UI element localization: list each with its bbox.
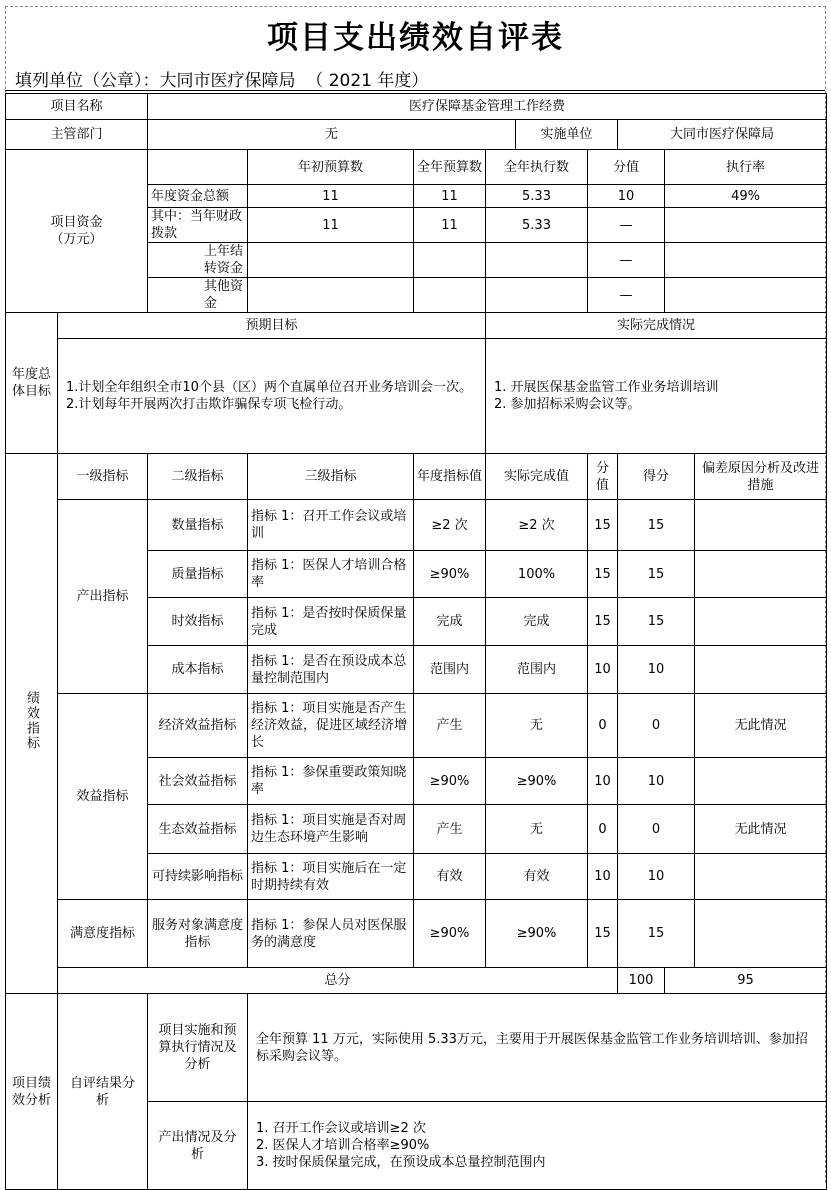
perf-l3: 指标 1：医保人才培训合格率 [248, 551, 414, 598]
perf-score: 0 [618, 805, 695, 854]
perf-row [6, 900, 827, 968]
perf-value: 15 [588, 900, 618, 968]
funds-cell: — [588, 243, 665, 278]
perf-row [6, 694, 827, 758]
perf-label [6, 454, 58, 994]
perf-actual: 完成 [486, 598, 588, 646]
funds-cell [414, 278, 486, 313]
evaluation-form-page [5, 0, 826, 1186]
funds-cell: 11 [414, 208, 486, 243]
funds-cell [486, 243, 588, 278]
total-score: 95 [665, 968, 827, 994]
output-analysis-line: 1. 召开工作会议或培训≥2 次 [256, 1121, 426, 1136]
perf-target: ≥90% [414, 551, 486, 598]
perf-value: 0 [588, 694, 618, 758]
funds-cell: — [588, 278, 665, 313]
analysis-sub-label: 自评结果分析 [58, 994, 148, 1190]
expected-goal-line: 2.计划每年开展两次打击欺诈骗保专项飞检行动。 [66, 397, 352, 412]
perf-target: 产生 [414, 805, 486, 854]
funds-cell: 11 [414, 185, 486, 208]
perf-group-name: 满意度指标 [58, 900, 148, 968]
perf-label-text: 绩效指标 [24, 691, 39, 751]
funds-cell: 49% [665, 185, 827, 208]
perf-l3: 指标 1：是否在预设成本总量控制范围内 [248, 646, 414, 694]
perf-l2: 质量指标 [148, 551, 248, 598]
perf-actual: 无 [486, 694, 588, 758]
funds-cell: — [588, 208, 665, 243]
perf-reason [695, 551, 827, 598]
perf-l2: 服务对象满意度指标 [148, 900, 248, 968]
perf-group-name: 产出指标 [58, 500, 148, 694]
funds-header-blank [148, 150, 248, 185]
perf-header: 年度指标值 [414, 454, 486, 500]
project-name-row [6, 94, 827, 120]
funds-cell [486, 278, 588, 313]
funds-header: 全年执行数 [486, 150, 588, 185]
output-analysis-line: 2. 医保人才培训合格率≥90% [256, 1138, 430, 1153]
perf-l2: 可持续影响指标 [148, 854, 248, 900]
perf-header: 一级指标 [58, 454, 148, 500]
funds-header: 分值 [588, 150, 665, 185]
perf-header: 二级指标 [148, 454, 248, 500]
divider [5, 90, 825, 91]
actual-status-header: 实际完成情况 [486, 313, 827, 339]
perf-actual: 无 [486, 805, 588, 854]
funds-label-line2: （万元） [50, 232, 103, 247]
evaluation-table [5, 93, 827, 1190]
expected-goal-line: 1.计划全年组织全市10个县（区）两个直属单位召开业务培训会一次。 [66, 380, 472, 395]
perf-actual: 有效 [486, 854, 588, 900]
perf-l3: 指标 1：项目实施是否对周边生态环境产生影响 [248, 805, 414, 854]
perf-l3: 指标 1：是否按时保质保量完成 [248, 598, 414, 646]
perf-l2: 数量指标 [148, 500, 248, 551]
perf-actual: ≥2 次 [486, 500, 588, 551]
analysis-label: 项目绩效分析 [6, 994, 58, 1190]
funds-header-row [6, 150, 827, 185]
perf-value: 10 [588, 758, 618, 805]
funds-row-label: 其他资金 [148, 278, 248, 313]
project-name-value: 医疗保障基金管理工作经费 [148, 94, 827, 120]
funds-header: 执行率 [665, 150, 827, 185]
actual-status-text [486, 339, 827, 454]
perf-l2: 时效指标 [148, 598, 248, 646]
funds-cell: 10 [588, 185, 665, 208]
perf-value: 15 [588, 500, 618, 551]
perf-header: 分值 [588, 454, 618, 500]
goals-label: 年度总体目标 [6, 313, 58, 454]
dept-value: 无 [148, 120, 516, 150]
perf-l2: 经济效益指标 [148, 694, 248, 758]
funds-cell [414, 243, 486, 278]
perf-header: 三级指标 [248, 454, 414, 500]
perf-reason [695, 758, 827, 805]
dept-row [6, 120, 827, 150]
expected-goal-text [58, 339, 486, 454]
actual-status-line: 2. 参加招标采购会议等。 [494, 397, 641, 412]
total-label: 总分 [58, 968, 618, 994]
perf-actual: 100% [486, 551, 588, 598]
funds-label-line1: 项目资金 [50, 215, 103, 230]
funds-cell: 11 [248, 185, 414, 208]
actual-status-line: 1. 开展医保基金监管工作业务培训培训 [494, 380, 719, 395]
perf-header: 得分 [618, 454, 695, 500]
funds-cell [248, 278, 414, 313]
funds-row-label: 上年结转资金 [148, 243, 248, 278]
perf-reason: 无此情况 [695, 694, 827, 758]
funds-cell [665, 208, 827, 243]
perf-score: 10 [618, 854, 695, 900]
impl-analysis-label: 项目实施和预算执行情况及分析 [148, 994, 248, 1102]
perf-l3: 指标 1：项目实施是否产生经济效益，促进区域经济增长 [248, 694, 414, 758]
perf-score: 0 [618, 694, 695, 758]
output-analysis-text [248, 1102, 827, 1190]
perf-target: 范围内 [414, 646, 486, 694]
perf-score: 10 [618, 646, 695, 694]
funds-row-label: 年度资金总额 [148, 185, 248, 208]
perf-l2: 生态效益指标 [148, 805, 248, 854]
perf-target: 产生 [414, 694, 486, 758]
perf-l3: 指标 1：项目实施后在一定时期持续有效 [248, 854, 414, 900]
perf-reason [695, 854, 827, 900]
perf-row [6, 500, 827, 551]
perf-header-row [6, 454, 827, 500]
perf-value: 10 [588, 646, 618, 694]
expected-goal-header: 预期目标 [58, 313, 486, 339]
perf-score: 15 [618, 598, 695, 646]
perf-target: ≥90% [414, 758, 486, 805]
goals-content-row [6, 339, 827, 454]
perf-reason [695, 646, 827, 694]
funds-label [6, 150, 148, 313]
dept-label: 主管部门 [6, 120, 148, 150]
perf-l2: 成本指标 [148, 646, 248, 694]
output-analysis-line: 3. 按时保质保量完成，在预设成本总量控制范围内 [256, 1155, 546, 1170]
perf-value: 15 [588, 598, 618, 646]
perf-value: 10 [588, 854, 618, 900]
funds-cell [665, 243, 827, 278]
goals-header-row [6, 313, 827, 339]
funds-header: 年初预算数 [248, 150, 414, 185]
funds-row-label: 其中：当年财政拨款 [148, 208, 248, 243]
perf-score: 10 [618, 758, 695, 805]
perf-score: 15 [618, 551, 695, 598]
funds-header: 全年预算数 [414, 150, 486, 185]
perf-l3: 指标 1：参保人员对医保服务的满意度 [248, 900, 414, 968]
perf-target: ≥90% [414, 900, 486, 968]
perf-reason: 无此情况 [695, 805, 827, 854]
perf-value: 15 [588, 551, 618, 598]
filling-unit-line: 填列单位（公章）：大同市医疗保障局 （ 2021 年度） [15, 71, 429, 91]
impl-analysis-text: 全年预算 11 万元，实际使用 5.33万元，主要用于开展医保基金监管工作业务培训培训、参加招标采购会议等。 [248, 994, 827, 1102]
output-analysis-label: 产出情况及分析 [148, 1102, 248, 1190]
perf-actual: ≥90% [486, 758, 588, 805]
perf-target: 完成 [414, 598, 486, 646]
perf-group-name: 效益指标 [58, 694, 148, 900]
perf-actual: ≥90% [486, 900, 588, 968]
funds-cell [248, 243, 414, 278]
impl-unit-label: 实施单位 [516, 120, 618, 150]
perf-actual: 范围内 [486, 646, 588, 694]
perf-reason [695, 500, 827, 551]
perf-header: 偏差原因分析及改进措施 [695, 454, 827, 500]
funds-cell: 5.33 [486, 185, 588, 208]
perf-score: 15 [618, 500, 695, 551]
total-value: 100 [618, 968, 665, 994]
impl-unit-value: 大同市医疗保障局 [618, 120, 827, 150]
perf-value: 0 [588, 805, 618, 854]
perf-l2: 社会效益指标 [148, 758, 248, 805]
total-row [6, 968, 827, 994]
perf-target: 有效 [414, 854, 486, 900]
perf-l3: 指标 1：参保重要政策知晓率 [248, 758, 414, 805]
funds-cell: 11 [248, 208, 414, 243]
perf-header: 实际完成值 [486, 454, 588, 500]
perf-target: ≥2 次 [414, 500, 486, 551]
form-title: 项目支出绩效自评表 [267, 20, 564, 56]
perf-score: 15 [618, 900, 695, 968]
perf-reason [695, 598, 827, 646]
funds-cell: 5.33 [486, 208, 588, 243]
project-name-label: 项目名称 [6, 94, 148, 120]
funds-cell [665, 278, 827, 313]
perf-reason [695, 900, 827, 968]
analysis-row [6, 994, 827, 1102]
perf-l3: 指标 1：召开工作会议或培训 [248, 500, 414, 551]
